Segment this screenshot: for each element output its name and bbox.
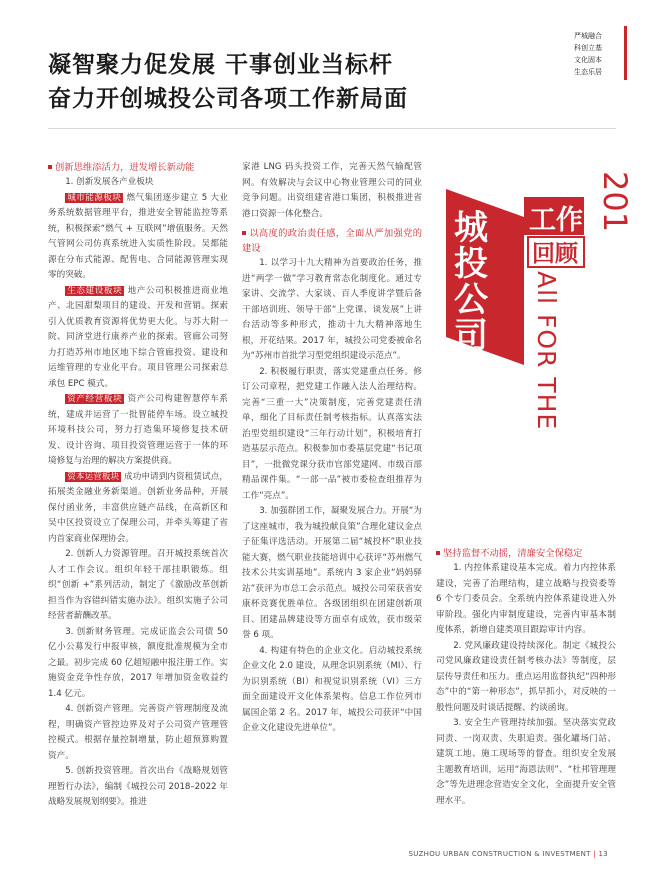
subheading: 1. 创新发展各产业板块 (65, 177, 154, 187)
tag-label: 生态建设板块 (67, 285, 123, 296)
logo-review: 回顾 (532, 241, 578, 267)
tag-label: 资本运营板块 (67, 471, 120, 482)
accent-bar (624, 26, 627, 80)
page-title-line1: 凝智聚力促发展 干事创业当标杆 (48, 52, 394, 78)
side-tag: 文化固本 (574, 56, 602, 64)
section-heading: 以高度的政治责任感，全面从严加强党的建设 (242, 228, 422, 254)
paragraph: 资本运营板块 成功申请到内资租赁试点，拓展类金融业务新渠道。创新业务品种，开展保付函业务，丰富供应链产品线，在高新区和吴中区投资设立了保理公司，并牵头筹建了省内首家商业保理协会。 (48, 471, 228, 544)
tag-label: 资产经营板块 (67, 394, 123, 404)
paragraph: 家港 LNG 码头投资工作，完善天然气输配管网。有效解决与会议中心物业管理公司的同业竞争问题。出资组建省港口集团，积极推进省港口资源一体化整合。 (242, 162, 422, 219)
page-footer: SUZHOU URBAN CONSTRUCTION & INVESTMENT | 13 (408, 850, 608, 858)
paragraph: 2. 积极履行职责，落实党建重点任务。修订公司章程，把党建工作融入法人治理结构。完善“三重一大”决策制度，完善党建责任清单，细化了目标责任制考核指标。认真落实法治型党组织建设“三年行动计划”，积极培育打造基层示范点。积极参加市委基层党建“书记项目”，一批微党课分获市官部党建网、市级百部精品课件集。“一部一品”被市委检查组推荐为工作“亮点”。 (242, 366, 422, 501)
side-tags (574, 30, 620, 78)
logo-work: 工作 (529, 205, 583, 236)
paragraph: 4. 创新资产管理。完善资产管理制度及流程，明确资产管控边界及对子公司资产管理管控模式。根据存量控制增量，防止超预算购置资产。 (48, 704, 228, 761)
side-tag: 生态乐居 (574, 68, 602, 76)
paragraph: 生态建设板块 地产公司积极推进商业地产、北园甜梨项目的建设、开发和营销。探索引入优质教育资源将优势更大化。与苏大附一院、同济堂进行康养产业的探索。管廊公司努力打造苏州市地区地下综合管廊投资、建设和运维管理的专业化平台。项目管理公司探索总承包 EPC 模式。 (48, 285, 228, 389)
column-3 (436, 546, 616, 809)
side-tag: 科创立基 (574, 44, 602, 52)
paragraph: 资产经营板块 资产公司构建智慧停车系统，建成并运营了一批智能停车场。设立城投环境科技公司，努力打造集环境修复技术研发、设计咨询、项目投资管理运营于一体的环境修复与治理的解决方案提供商。 (48, 394, 228, 466)
paragraph: 城市能源板块 燃气集团逐步建立 5 大业务系统数据管理平台，推进安全智能监控等系统，积极探索“燃气 + 互联网”增值服务。天然气管网公司仿真系统进入实质性阶段。吴都能源在分布式能源、配售电、合同能源管理实现零的突破。 (48, 192, 228, 280)
header-divider (48, 128, 616, 129)
logo-char: 公 (454, 280, 488, 320)
logo-english: All FOR THE (532, 271, 561, 431)
logo-char: 司 (454, 316, 488, 356)
paragraph: 3. 安全生产管理持续加强。坚决落实党政同责、一岗双责、失职追责。强化罐场门站、建筑工地、施工现场等的督查。组织安全发展主题教育培训，运用“海恩法则”、“杜邦管理理念”等先进理念营造安全文化，全面提升安全管理水平。 (436, 718, 616, 806)
side-tag: 严城融合 (574, 32, 602, 40)
annual-review-logo (446, 167, 634, 431)
logo-year: 201 (596, 171, 634, 233)
paragraph: 3. 创新财务管理。完成证监会公司债 50 亿小公募发行申报审核，额度批准规模为全市之最。初步完成 60 亿超短融申报注册工作。实施资金竞争性存放，2017 年增加资金收益约 1.4 亿元。 (48, 626, 228, 699)
column-2 (242, 160, 422, 737)
paragraph: 1. 以学习十九大精神为首要政治任务，推进“两学一做”学习教育常态化制度化。通过专家讲、交流学、大家谈、百人季度讲学暨后备干部培训班、领导干部“上党课、谈发展”上讲台活动等多种形式，推动十九大精神落地生根，开花结果。2017 年，城投公司党委被命名为“苏州市首批学习型党组织建设示范点”。 (242, 258, 422, 361)
footer-text: SUZHOU URBAN CONSTRUCTION & INVESTMENT (408, 850, 591, 858)
paragraph: 1. 内控体系建设基本完成。着力内控体系建设，完善了治理结构，建立战略与投资委等 6 个专门委员会。全系统内控体系建设进入外审阶段。强化内审制度建设，完善内审基本制度体系，新增自建类项目跟踪审计内容。 (436, 563, 616, 635)
page-number: 13 (598, 850, 608, 858)
section-heading: 创新思维添活力，进发增长新动能 (48, 160, 228, 175)
paragraph: 4. 构建有特色的企业文化。启动城投系统企业文化 2.0 建设，从理念识别系统（MI）、行为识别系统（BI）和视觉识别系统（VI）三方面全面建设开文化体系架构。信息工作位列市属国企第 2 名。2017 年，城投公司获评“中国企业文化建设先进单位”。 (242, 645, 422, 733)
logo-char: 投 (454, 244, 488, 284)
paragraph: 3. 加强群团工作，凝聚发展合力。开展“为了这座城市，我为城投献良策”合理化建议金点子征集评选活动。开展第二届“城投杯”职业技能大赛，燃气职业技能培训中心获评“苏州燃气技术公共实训基地”。系统内 3 家企业“妈妈驿站”获评为市总工会示范点。城投公司荣获省安康杯竞赛优胜单位。各级团组织在团建创新项目、团建品牌建设等方面卓有成效，获市级荣誉 6 项。 (242, 506, 422, 640)
paragraph: 5. 创新投资管理。首次出台《战略规划管理暂行办法》，编制《城投公司 2018–2022 年战略发展规划纲要》。推进 (48, 766, 228, 807)
column-1 (48, 160, 228, 811)
logo-char: 城 (454, 208, 488, 248)
page-title-line2: 奋力开创城投公司各项工作新局面 (48, 86, 408, 112)
tag-label: 城市能源板块 (67, 192, 122, 203)
paragraph: 2. 党风廉政建设持续深化。制定《城投公司党风廉政建设责任制考核办法》等制度，层层传导责任和压力。重点运用监督执纪“四种形态”中的“第一种形态”，抓早抓小，对反映的一般性问题及时谈话提醒、约谈函询。 (436, 640, 616, 713)
section-heading: 坚持监督不动摇，清廉安全保稳定 (436, 546, 616, 561)
paragraph: 2. 创新人力资源管理。召开城投系统首次人才工作会议。组织年轻干部挂职锻炼。组织“创新 +”系列活动，制定了《激励改革创新担当作为容错纠错实施办法》。组织实施子公司经营者薪酬改革。 (48, 549, 228, 621)
